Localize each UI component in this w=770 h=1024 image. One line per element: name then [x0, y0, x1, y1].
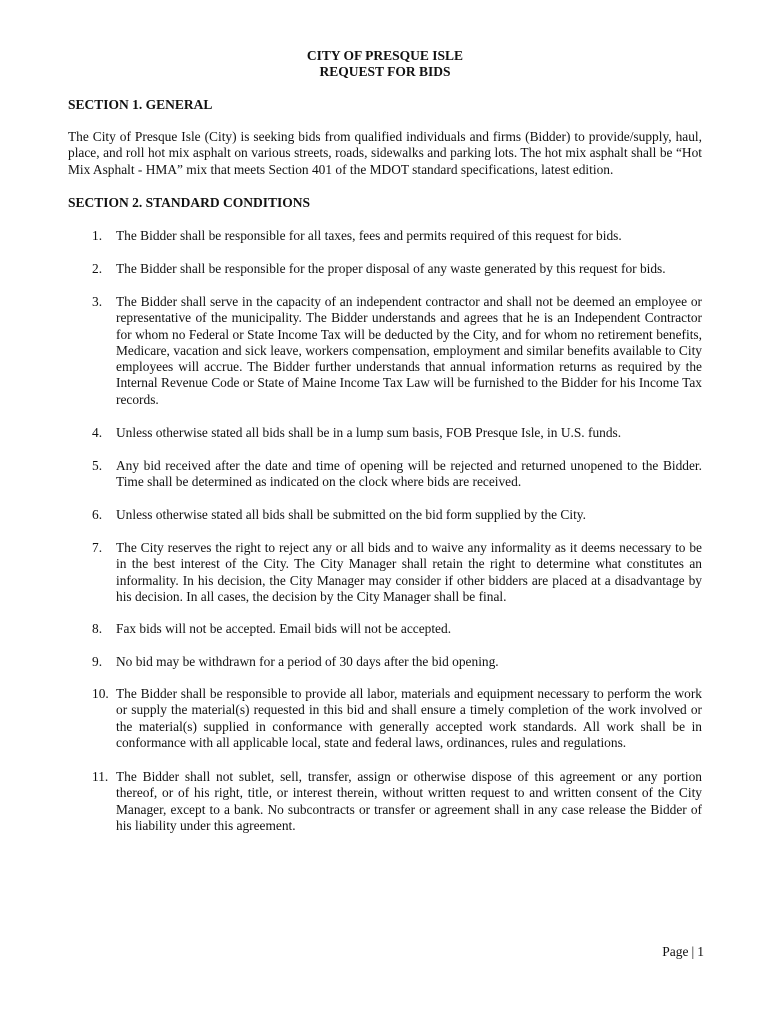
list-item-number: 8.	[92, 621, 103, 636]
list-item	[92, 654, 702, 670]
document-subtitle: REQUEST FOR BIDS	[319, 64, 451, 79]
document-title: CITY OF PRESQUE ISLE	[306, 48, 464, 63]
list-item-text: The Bidder shall be responsible for the proper disposal of any waste generated by this request for bids.	[116, 261, 666, 276]
list-item-number: 7.	[92, 540, 103, 555]
list-item	[92, 261, 702, 277]
page-separator: |	[691, 944, 695, 959]
list-item-text: Unless otherwise stated all bids shall be in a lump sum basis, FOB Presque Isle, in U.S. funds.	[116, 425, 622, 440]
page-label: Page	[662, 944, 689, 959]
list-item-number: 4.	[92, 425, 103, 440]
page-number: 1	[697, 944, 704, 959]
page-footer	[662, 944, 704, 960]
list-item-text: The Bidder shall be responsible to provide all labor, materials and equipment necessary to perform the work or supply the material(s) requested in this bid and shall ensure a timely completion of the work involved or the material(s) supplied in conformance with generally accepted work standards. All work shall be in conformance with all applicable local, state and federal laws, ordinances, rules and regulations.	[116, 686, 702, 750]
list-item-number: 5.	[92, 458, 103, 473]
section-1-paragraph: The City of Presque Isle (City) is seeking bids from qualified individuals and firms (Bidder) to provide/supply, haul, place, and roll hot mix asphalt on various streets, roads, sidewalks and parking lots. The hot mix asphalt shall be “Hot Mix Asphalt - HMA” mix that meets Section 401 of the MDOT standard specifications, latest edition.	[68, 129, 702, 177]
list-item	[92, 686, 702, 751]
list-item-text: No bid may be withdrawn for a period of 30 days after the bid opening.	[116, 654, 499, 669]
list-item	[92, 458, 702, 491]
list-item-number: 6.	[92, 507, 103, 522]
list-item	[92, 621, 702, 637]
list-item-number: 11.	[92, 769, 109, 784]
list-item-text: Fax bids will not be accepted. Email bids will not be accepted.	[116, 621, 452, 636]
list-item-number: 3.	[92, 294, 103, 309]
list-item-text: Any bid received after the date and time of opening will be rejected and returned unopened to the Bidder. Time shall be determined as indicated on the clock where bids are received.	[116, 458, 702, 490]
list-item	[92, 425, 702, 441]
section-1-heading: SECTION 1. GENERAL	[68, 97, 213, 112]
list-item-number: 1.	[92, 228, 103, 243]
list-item	[92, 507, 702, 523]
list-item	[92, 228, 702, 244]
list-item-text: The Bidder shall not sublet, sell, transfer, assign or otherwise dispose of this agreement or any portion thereof, or of his right, title, or interest therein, without written request to and written consent of the City Manager, except to a bank. No subcontracts or transfer or agreement shall in any case release the Bidder of his liability under this agreement.	[116, 769, 702, 833]
list-item-number: 9.	[92, 654, 103, 669]
list-item-text: The City reserves the right to reject any or all bids and to waive any informality as it deems necessary to be in the best interest of the City. The City Manager shall retain the right to determine what constitutes an informality. In his decision, the City Manager may consider if other bidders are placed at a disadvantage by his decision. In all cases, the decision by the City Manager shall be final.	[116, 540, 702, 604]
list-item	[92, 540, 702, 605]
list-item-text: Unless otherwise stated all bids shall be submitted on the bid form supplied by the City.	[116, 507, 586, 522]
list-item	[92, 769, 702, 834]
list-item-number: 2.	[92, 261, 103, 276]
list-item	[92, 294, 702, 408]
list-item-text: The Bidder shall serve in the capacity of an independent contractor and shall not be deemed an employee or representative of the municipality. The Bidder understands and agrees that he is an Independent Contractor for whom no Federal or State Income Tax will be deducted by the City, and for whom no retirement benefits, Medicare, vacation and sick leave, workers compensation, employment and similar benefits available to City employees will accrue. The Bidder further understands that annual information returns as required by the Internal Revenue Code or State of Maine Income Tax Law will be furnished to the Bidder for his Income Tax records.	[116, 294, 702, 407]
list-item-text: The Bidder shall be responsible for all taxes, fees and permits required of this request for bids.	[116, 228, 622, 243]
section-2-heading: SECTION 2. STANDARD CONDITIONS	[68, 195, 311, 210]
list-item-number: 10.	[92, 686, 109, 701]
